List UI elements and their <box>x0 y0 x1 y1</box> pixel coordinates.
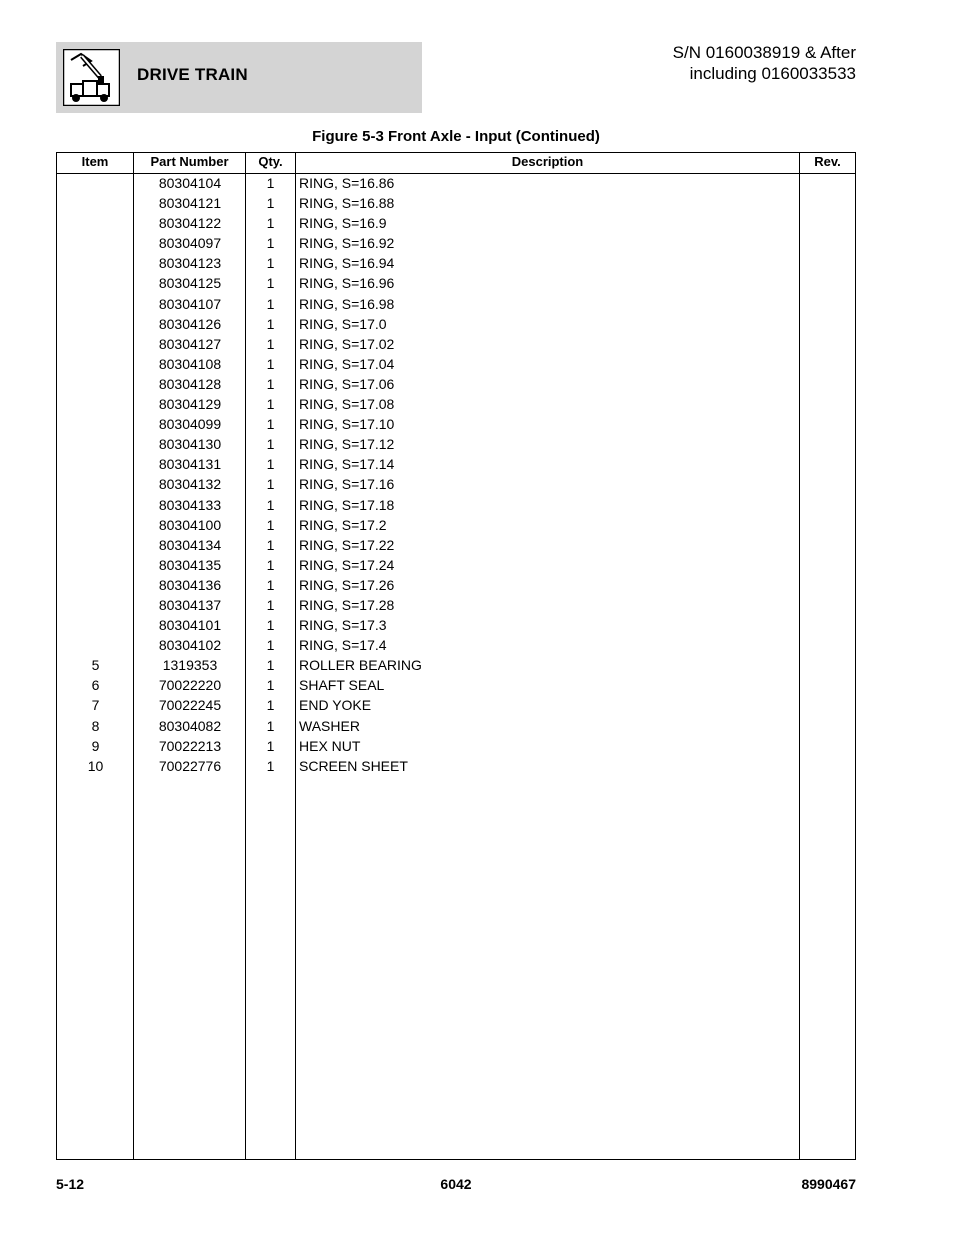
cell-description: RING, S=16.96 <box>299 275 395 292</box>
cell-part-number: 80304128 <box>158 375 222 392</box>
cell-qty: 1 <box>266 737 275 754</box>
table-row <box>57 616 855 636</box>
cell-part-number: 80304122 <box>158 215 222 232</box>
cell-part-number: 80304132 <box>158 476 222 493</box>
cell-part-number: 80304130 <box>158 436 222 453</box>
table-row <box>57 516 855 536</box>
table-row <box>57 375 855 395</box>
cell-qty: 1 <box>266 175 275 191</box>
cell-description: HEX NUT <box>299 737 361 754</box>
cell-part-number: 70022776 <box>158 757 222 774</box>
cell-part-number: 80304099 <box>158 416 222 433</box>
cell-description: WASHER <box>299 717 360 734</box>
cell-description: RING, S=16.94 <box>299 255 395 272</box>
cell-description: RING, S=17.3 <box>299 617 387 634</box>
cell-part-number: 80304101 <box>158 617 222 634</box>
cell-qty: 1 <box>266 637 275 654</box>
cell-qty: 1 <box>266 496 275 513</box>
parts-table <box>56 152 856 1160</box>
cell-part-number: 80304137 <box>158 596 222 613</box>
table-row <box>57 355 855 375</box>
column-header-qty: Qty. <box>258 154 283 169</box>
cell-qty: 1 <box>266 355 275 372</box>
cell-description: RING, S=17.26 <box>299 576 395 593</box>
cell-description: RING, S=17.18 <box>299 496 395 513</box>
serial-line-1: S/N 0160038919 & After <box>672 43 856 62</box>
cell-qty: 1 <box>266 556 275 573</box>
cell-qty: 1 <box>266 456 275 473</box>
cell-part-number: 80304097 <box>158 235 222 252</box>
column-header-rev: Rev. <box>814 154 841 169</box>
cell-qty: 1 <box>266 476 275 493</box>
table-row <box>57 496 855 516</box>
table-row <box>57 214 855 234</box>
column-header-description: Description <box>511 154 584 169</box>
cell-description: RING, S=16.92 <box>299 235 395 252</box>
cell-item: 6 <box>91 677 100 694</box>
table-row <box>57 274 855 294</box>
serial-number-range <box>673 42 856 84</box>
document-number: 8990467 <box>801 1176 856 1192</box>
cell-qty: 1 <box>266 335 275 352</box>
table-row <box>57 536 855 556</box>
table-row <box>57 676 855 696</box>
cell-description: RING, S=17.02 <box>299 335 395 352</box>
table-row <box>57 717 855 737</box>
table-row <box>57 254 855 274</box>
cell-qty: 1 <box>266 255 275 272</box>
table-row <box>57 174 855 194</box>
cell-part-number: 80304100 <box>158 516 222 533</box>
table-row <box>57 315 855 335</box>
cell-part-number: 80304134 <box>158 536 222 553</box>
cell-qty: 1 <box>266 235 275 252</box>
cell-description: RING, S=17.04 <box>299 355 395 372</box>
cell-description: SCREEN SHEET <box>299 757 408 774</box>
cell-description: RING, S=17.12 <box>299 436 395 453</box>
cell-description: ROLLER BEARING <box>299 657 422 674</box>
table-row <box>57 757 855 777</box>
cell-qty: 1 <box>266 617 275 634</box>
cell-description: RING, S=17.24 <box>299 556 395 573</box>
model-number: 6042 <box>440 1176 472 1192</box>
cell-qty: 1 <box>266 536 275 553</box>
table-row <box>57 576 855 596</box>
cell-description: RING, S=17.0 <box>299 315 387 332</box>
serial-line-2: including 0160033533 <box>689 64 856 83</box>
figure-title: Figure 5-3 Front Axle - Input (Continued) <box>312 128 600 145</box>
cell-description: END YOKE <box>299 697 372 714</box>
column-header-item: Item <box>81 154 109 169</box>
table-row <box>57 636 855 656</box>
cell-qty: 1 <box>266 436 275 453</box>
cell-part-number: 80304131 <box>158 456 222 473</box>
cell-description: RING, S=16.9 <box>299 215 387 232</box>
cell-qty: 1 <box>266 375 275 392</box>
cell-part-number: 70022245 <box>158 697 222 714</box>
cell-qty: 1 <box>266 215 275 232</box>
table-row <box>57 415 855 435</box>
table-row <box>57 737 855 757</box>
cell-part-number: 80304135 <box>158 556 222 573</box>
cell-qty: 1 <box>266 275 275 292</box>
cell-part-number: 80304121 <box>158 195 222 212</box>
cell-qty: 1 <box>266 757 275 774</box>
cell-part-number: 80304082 <box>158 717 222 734</box>
cell-qty: 1 <box>266 657 275 674</box>
cell-qty: 1 <box>266 697 275 714</box>
cell-item: 8 <box>91 717 100 734</box>
cell-item: 5 <box>91 657 100 674</box>
section-title: DRIVE TRAIN <box>137 65 248 84</box>
table-row <box>57 194 855 214</box>
cell-part-number: 80304136 <box>158 576 222 593</box>
cell-description: RING, S=16.98 <box>299 295 395 312</box>
cell-part-number: 1319353 <box>162 657 218 674</box>
table-row <box>57 435 855 455</box>
cell-description: RING, S=17.4 <box>299 637 387 654</box>
cell-description: RING, S=17.2 <box>299 516 387 533</box>
cell-item: 10 <box>87 757 104 774</box>
cell-description: RING, S=17.10 <box>299 416 395 433</box>
table-row <box>57 455 855 475</box>
cell-part-number: 80304133 <box>158 496 222 513</box>
table-row <box>57 475 855 495</box>
cell-qty: 1 <box>266 295 275 312</box>
cell-part-number: 80304125 <box>158 275 222 292</box>
scissor-lift-icon <box>63 49 120 106</box>
cell-qty: 1 <box>266 195 275 212</box>
cell-description: RING, S=17.08 <box>299 396 395 413</box>
cell-part-number: 80304107 <box>158 295 222 312</box>
cell-part-number: 80304126 <box>158 315 222 332</box>
cell-qty: 1 <box>266 717 275 734</box>
table-row <box>57 656 855 676</box>
cell-description: RING, S=17.06 <box>299 375 395 392</box>
table-row <box>57 335 855 355</box>
cell-item: 7 <box>91 697 100 714</box>
cell-description: RING, S=17.28 <box>299 596 395 613</box>
cell-description: RING, S=16.88 <box>299 195 395 212</box>
cell-qty: 1 <box>266 596 275 613</box>
cell-description: RING, S=16.86 <box>299 175 395 191</box>
cell-part-number: 80304102 <box>158 637 222 654</box>
cell-part-number: 70022220 <box>158 677 222 694</box>
cell-part-number: 80304123 <box>158 255 222 272</box>
page-number: 5-12 <box>56 1176 85 1192</box>
cell-qty: 1 <box>266 516 275 533</box>
cell-qty: 1 <box>266 416 275 433</box>
cell-description: RING, S=17.22 <box>299 536 395 553</box>
cell-qty: 1 <box>266 315 275 332</box>
table-row <box>57 596 855 616</box>
table-row <box>57 556 855 576</box>
cell-part-number: 70022213 <box>158 737 222 754</box>
cell-qty: 1 <box>266 396 275 413</box>
cell-description: RING, S=17.14 <box>299 456 395 473</box>
cell-qty: 1 <box>266 677 275 694</box>
cell-description: SHAFT SEAL <box>299 677 385 694</box>
cell-part-number: 80304108 <box>158 355 222 372</box>
cell-part-number: 80304129 <box>158 396 222 413</box>
cell-part-number: 80304104 <box>158 175 222 191</box>
cell-qty: 1 <box>266 576 275 593</box>
cell-description: RING, S=17.16 <box>299 476 395 493</box>
cell-item: 9 <box>91 737 100 754</box>
cell-part-number: 80304127 <box>158 335 222 352</box>
column-header-part-number: Part Number <box>150 154 229 169</box>
table-row <box>57 696 855 716</box>
table-row <box>57 234 855 254</box>
table-row <box>57 295 855 315</box>
table-row <box>57 395 855 415</box>
table-body <box>57 174 855 777</box>
